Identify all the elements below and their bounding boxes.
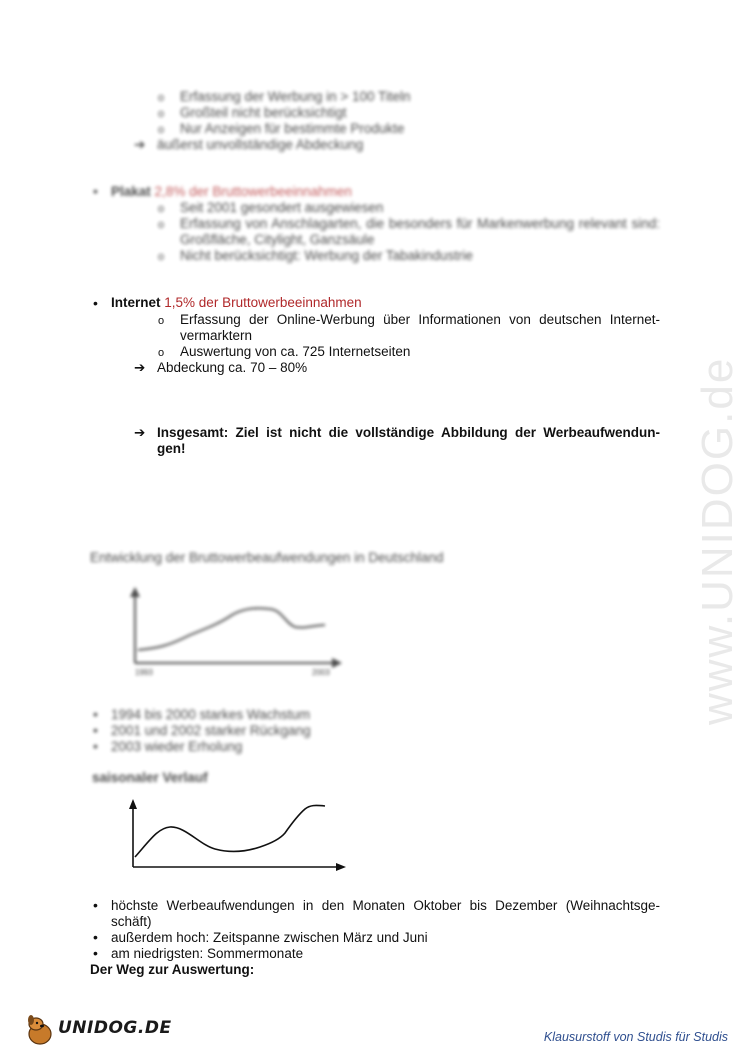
plakat-label: Plakat [111,184,151,199]
watermark-text: www.UNIDOG.de [693,356,742,725]
sub-bullet-icon: o [158,92,165,104]
dog-icon [22,1012,58,1048]
chart2-svg [120,795,355,880]
sub-bullet-icon: o [158,251,165,263]
list-item: höchste Werbeaufwendungen in den Monaten Oktober bis Dezember (Weihnachtsge-schäft) [111,898,660,929]
list-item: Nicht berücksichtigt: Werbung der Tabakindustrie [180,248,473,263]
bullet-icon: • [93,897,98,913]
internet-share: 1,5% der Bruttowerbeeinnahmen [164,295,362,310]
bullet-icon: • [93,183,98,199]
plakat-share: 2,8% der Bruttowerbeeinnahmen [154,184,352,199]
internet-conclusion: Abdeckung ca. 70 – 80% [157,360,308,375]
conclusion-text: äußerst unvollständige Abdeckung [157,137,364,152]
internet-heading [111,295,362,311]
internet-label: Internet [111,295,161,310]
list-item: Großteil nicht berücksichtigt [180,105,347,120]
list-item: 2001 und 2002 starker Rückgang [111,723,311,738]
sub-bullet-icon: o [158,124,165,136]
footer-tagline: Klausurstoff von Studis für Studis [543,1030,728,1044]
sub-bullet-icon: o [158,108,165,120]
chart1-x-arrow-icon [332,658,342,668]
unidog-logo[interactable] [22,1012,172,1048]
watermark [640,270,750,730]
chart2-y-arrow-icon [129,799,137,809]
arrow-icon: ➔ [134,137,146,152]
section-heading: Der Weg zur Auswertung: [90,962,255,977]
summary-text: Insgesamt: Ziel ist nicht die vollständige Abbildung der Werbeaufwendun-gen! [157,425,660,456]
chart2-x-arrow-icon [336,863,346,871]
list-item: Auswertung von ca. 725 Internetseiten [180,344,411,359]
list-item: 1994 bis 2000 starkes Wachstum [111,707,311,722]
bullet-icon: • [93,929,98,945]
sub-bullet-icon: o [158,203,165,215]
list-item: Erfassung der Online-Werbung über Informationen von deutschen Internet-vermarktern [180,312,660,343]
chart2-title: saisonaler Verlauf [92,770,208,785]
list-item: 2003 wieder Erholung [111,739,243,754]
sub-bullet-icon: o [158,347,165,359]
sub-bullet-icon: o [158,219,165,231]
logo-text: UNIDOG.DE [58,1018,172,1038]
chart1-y-arrow-icon [130,587,140,597]
sub-bullet-icon: o [158,315,165,327]
arrow-icon: ➔ [134,425,146,440]
bullet-icon: • [93,295,98,311]
bullet-icon: • [93,738,98,754]
chart1-x-end-label: 2003 [312,668,330,677]
list-item: Seit 2001 gesondert ausgewiesen [180,200,384,215]
chart1-svg [120,585,350,680]
bullet-icon: • [93,722,98,738]
bullet-icon: • [93,706,98,722]
list-item: Erfassung der Werbung in > 100 Titeln [180,89,411,104]
bullet-icon: • [93,945,98,961]
list-item: am niedrigsten: Sommermonate [111,946,304,961]
arrow-icon: ➔ [134,360,146,375]
list-item: Nur Anzeigen für bestimmte Produkte [180,121,405,136]
chart1-series-line [138,608,325,650]
list-item: außerdem hoch: Zeitspanne zwischen März und Juni [111,930,428,945]
chart1-title: Entwicklung der Bruttowerbeaufwendungen in Deutschland [90,550,444,565]
chart1-x-start-label: 1993 [135,668,153,677]
chart2-series-line [135,805,325,857]
list-item: Erfassung von Anschlagarten, die besonders für Markenwerbung relevant sind: Großfläche, Citylight, Ganzsäule [180,216,660,247]
